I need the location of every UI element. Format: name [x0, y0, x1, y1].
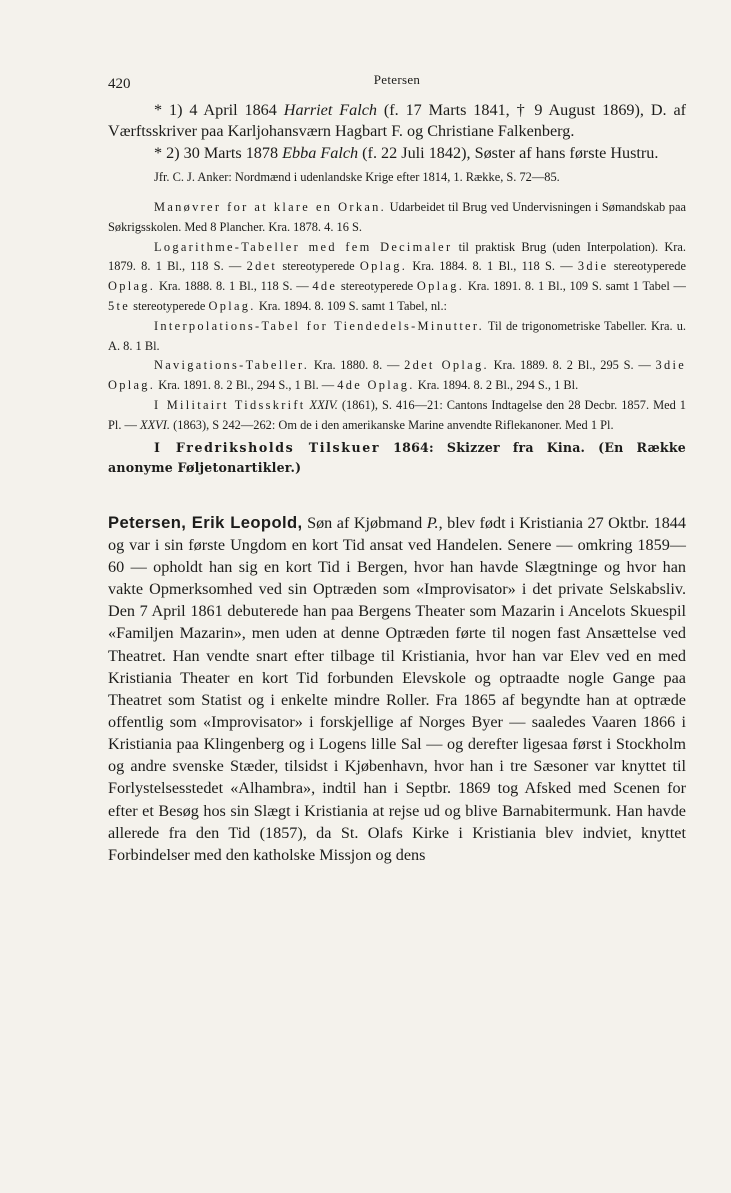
work-details: Kra. 1888. 8. 1 Bl., 118 S. — — [158, 279, 309, 294]
work-item — [108, 356, 686, 396]
work-item — [108, 396, 686, 436]
work-title: I Fredriksholds Tilskuer — [154, 439, 381, 455]
work-title: Manøvrer for at klare en Orkan. — [154, 200, 387, 215]
work-details: Kra. 1894. 8. 2 Bl., 294 S., 1 Bl. — [417, 378, 579, 393]
volume-number: XXVI. — [140, 417, 170, 432]
entry-text: Søn af Kjøbmand — [307, 513, 423, 532]
work-details: Til de trigonometriske Tabeller. Kra. u. A. 8. 1 Bl. — [108, 318, 686, 353]
marriage-details: (f. 17 Marts 1841, † 9 August 1869), D. af Værftsskriver paa Karljohansværn Hagbart F. og Christiane Falkenberg. — [108, 101, 687, 141]
work-details: Kra. 1894. 8. 109 S. samt 1 Tabel, nl.: — [258, 299, 448, 313]
work-item — [108, 238, 686, 317]
work-details: til praktisk Brug (uden Interpolation). Kra. 1879. 8. 1 Bl., 118 S. — — [108, 239, 686, 274]
work-details: Kra. 1889. 8. 2 Bl., 295 S. — — [493, 358, 651, 373]
asterisk-mark: * — [154, 143, 163, 162]
work-details: (1861), S. 416—21: Cantons Indtagelse den 28 Decbr. 1857. Med 1 Pl. — — [108, 397, 686, 432]
biography-entry — [108, 512, 686, 867]
asterisk-mark: * — [154, 101, 163, 119]
volume-number: XXIV. — [309, 397, 338, 412]
running-head: Petersen — [373, 72, 421, 87]
work-details: Kra. 1891. 8. 1 Bl., 109 S. samt 1 Tabel — — [467, 279, 686, 294]
marriage-first — [108, 100, 686, 143]
entry-text: , blev født i Kristiania 27 Oktbr. 1844 og var i sin første Ungdom en kort Tid ansat ved Handelen. Senere — omkring 1859—60 — opholdt han sig en kort Tid i Bergen, hvor han havde Slægtninge og hvor han vakte Opmerksomhed ved sin Optræden som «Improvisator» i det private Selskabsliv. Den 7 April 1861 debuterede han paa Bergens Theater som Mazarin i Ancelots Skuespil «Familjen Mazarin», men uden at denne Optræden førte til nogen fast Ansættelse ved Theatret. Han vendte snart efter tilbage til Kristiania, hvor han var Elev ved en med Kristiania Theater en kort Tid forbunden Elevskole og optraadte nogle Gange paa Theatret som Statist og i enkelte mindre Roller. Fra 1865 af begyndte han at optræde offentlig som «Improvisator» i forskjellige af Norges Byer — saaledes Vaaren 1866 i Kristiania paa Klingenberg og i Logens lille Sal — og derefter ligesaa først i Stockholm og andre svenske Stæder, tilsidst i Kjøbenhavn, hvor han i tre Sæsoner var knyttet til Forlystelsesstedet «Alhambra», indtil han i Septbr. 1869 tog Afsked med Scenen for efter et Besøg hos sin Slægt i Kristiania at rejse ud og blive Barnabitermunk. Han havde allerede fra den Tid (1857), da St. Olafs Kirke i Kristiania blev indviet, knyttet Forbindelser med den katholske Missjon og dens — [108, 513, 686, 864]
edition-label: 2det — [246, 259, 278, 274]
fraktur-work-item — [108, 438, 686, 478]
marriage-details: (f. 22 Juli 1842), Søster af hans første Hustru. — [362, 143, 659, 162]
edition-label: 4de Oplag. — [337, 378, 415, 393]
edition-label: 3die Oplag. — [108, 358, 687, 393]
work-details: 1864: Skizzer fra Kina. (En Række anonyme Føljetonartikler.) — [108, 439, 686, 475]
marriage-date: 1) 4 April 1864 — [168, 101, 277, 119]
work-details: Kra. 1884. 8. 1 Bl., 118 S. — — [412, 259, 573, 274]
work-details: stereotyperede — [340, 279, 414, 294]
marriage-second — [108, 143, 686, 164]
work-details: Udarbeidet til Brug ved Undervisningen i Sømandskab paa Søkrigsskolen. Med 8 Plancher. Kra. 1878. 4. 16 S. — [108, 200, 686, 234]
work-title: Logarithme-Tabeller med fem Decimaler — [154, 239, 453, 254]
work-details: (1863), S 242—262: Om de i den amerikanske Marine anvendte Riflekanoner. Med 1 Pl. — [173, 417, 614, 432]
edition-label: Oplag. — [416, 279, 465, 294]
edition-label: 2det Oplag. — [404, 358, 489, 373]
page-header — [108, 68, 686, 98]
work-item — [108, 198, 686, 238]
work-title: Interpolations-Tabel for Tiendedels-Minutter. — [154, 318, 484, 333]
work-details: stereotyperede — [133, 299, 206, 313]
spouse-name: Harriet Falch — [283, 101, 377, 119]
page-number: 420 — [108, 76, 131, 92]
work-details: stereotyperede — [613, 259, 686, 274]
work-item — [108, 317, 686, 357]
edition-label: Oplag. — [359, 259, 408, 274]
father-initial: P. — [426, 513, 439, 532]
work-title: I Militairt Tidsskrift — [154, 397, 306, 412]
entry-name: Petersen, Erik Leopold, — [108, 512, 303, 532]
book-page — [108, 68, 686, 866]
work-details: Kra. 1880. 8. — — [313, 358, 400, 373]
edition-label: 3die — [577, 259, 609, 274]
marriage-date: 2) 30 Marts 1878 — [166, 143, 279, 162]
spouse-name: Ebba Falch — [282, 143, 359, 162]
edition-label: Oplag. — [108, 279, 156, 294]
edition-label: Oplag. — [208, 299, 256, 313]
reference-note: Jfr. C. J. Anker: Nordmænd i udenlandske Krige efter 1814, 1. Række, S. 72—85. — [154, 170, 560, 185]
work-details: Kra. 1891. 8. 2 Bl., 294 S., 1 Bl. — — [158, 378, 335, 393]
edition-label: 5te — [108, 299, 131, 313]
work-details: stereotyperede — [282, 259, 355, 274]
work-title: Navigations-Tabeller. — [154, 358, 310, 373]
edition-label: 4de — [312, 279, 338, 294]
